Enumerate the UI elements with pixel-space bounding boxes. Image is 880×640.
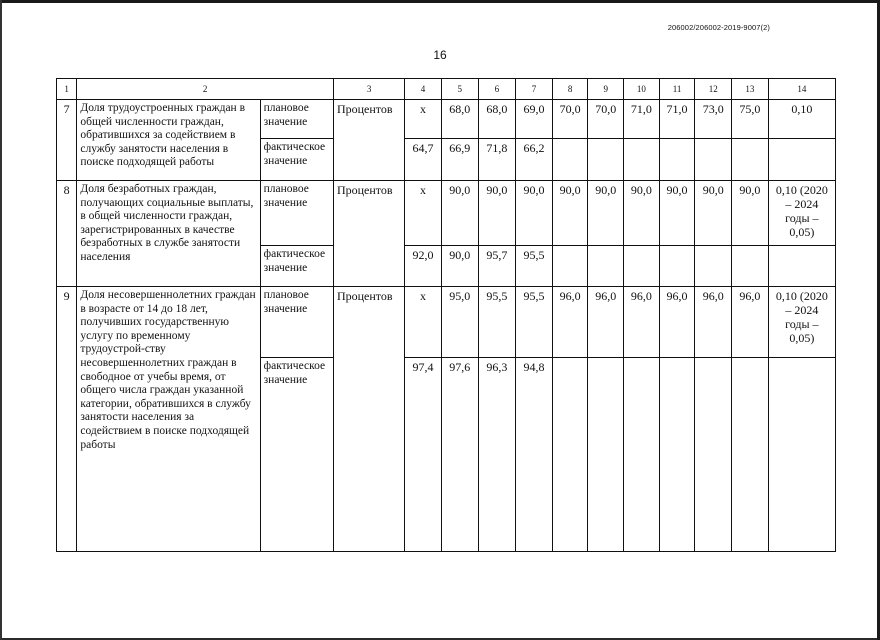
plan-value-cell: 90,0 xyxy=(552,181,588,246)
fact-value-cell xyxy=(588,139,624,181)
header-cell: 14 xyxy=(768,79,835,100)
fact-value-cell xyxy=(552,246,588,287)
plan-value-cell: 96,0 xyxy=(732,287,769,358)
fact-value-cell: 95,5 xyxy=(516,246,553,287)
plan-value-cell: 90,0 xyxy=(695,181,732,246)
indicator-description: Доля несовершеннолетних граждан в возрасте от 14 до 18 лет, получивших государственную услугу по временному трудоустрой-ству несовершеннолетних граждан в свободное от учебы время, от общего числа граждан указанной категории, обратившихся в службу занятости населения за содействием в поиске подходящей работы xyxy=(77,287,260,552)
deviation-cell-empty xyxy=(768,139,835,181)
plan-value-cell: x xyxy=(405,181,442,246)
fact-value-cell: 71,8 xyxy=(478,139,516,181)
row-number: 9 xyxy=(57,287,77,552)
plan-value-cell: x xyxy=(405,100,442,139)
fact-value-cell: 97,4 xyxy=(405,358,442,552)
unit-cell: Процентов xyxy=(333,100,404,181)
fact-value-cell xyxy=(659,139,695,181)
plan-value-cell: 96,0 xyxy=(695,287,732,358)
plan-value-cell: 73,0 xyxy=(695,100,732,139)
plan-value-cell: 90,0 xyxy=(478,181,516,246)
plan-value-cell: 90,0 xyxy=(732,181,769,246)
plan-value-cell: 69,0 xyxy=(516,100,553,139)
plan-label: плановое значение xyxy=(260,287,333,358)
fact-value-cell xyxy=(552,139,588,181)
indicator-description: Доля безработных граждан, получающих социальные выплаты, в общей численности граждан, зарегистрированных в качестве безработных в службе занятости населения xyxy=(77,181,260,287)
plan-value-cell: 75,0 xyxy=(732,100,769,139)
plan-value-cell: x xyxy=(405,287,442,358)
header-cell: 2 xyxy=(77,79,334,100)
plan-value-cell: 90,0 xyxy=(588,181,624,246)
fact-value-cell xyxy=(732,246,769,287)
fact-value-cell: 96,3 xyxy=(478,358,516,552)
unit-cell: Процентов xyxy=(333,181,404,287)
plan-value-cell: 95,5 xyxy=(516,287,553,358)
header-cell: 8 xyxy=(552,79,588,100)
fact-value-cell: 66,9 xyxy=(441,139,478,181)
deviation-cell: 0,10 (2020 – 2024 годы – 0,05) xyxy=(768,181,835,246)
fact-value-cell: 92,0 xyxy=(405,246,442,287)
plan-value-cell: 68,0 xyxy=(441,100,478,139)
document-id: 206002/206002-2019-9007(2) xyxy=(667,23,770,32)
fact-value-cell xyxy=(624,358,660,552)
row-number: 8 xyxy=(57,181,77,287)
fact-value-cell: 64,7 xyxy=(405,139,442,181)
page-number: 16 xyxy=(433,48,447,62)
fact-value-cell xyxy=(695,358,732,552)
table-row-plan xyxy=(57,181,836,246)
table-row-plan xyxy=(57,287,836,358)
fact-label: фактическое значение xyxy=(260,139,333,181)
plan-value-cell: 90,0 xyxy=(624,181,660,246)
plan-value-cell: 96,0 xyxy=(659,287,695,358)
header-cell: 4 xyxy=(405,79,442,100)
plan-value-cell: 70,0 xyxy=(588,100,624,139)
plan-value-cell: 68,0 xyxy=(478,100,516,139)
header-cell: 12 xyxy=(695,79,732,100)
scan-top-edge xyxy=(0,0,880,3)
fact-value-cell xyxy=(588,358,624,552)
fact-value-cell xyxy=(659,246,695,287)
header-cell: 13 xyxy=(732,79,769,100)
scan-left-edge xyxy=(0,0,2,640)
header-cell: 5 xyxy=(441,79,478,100)
fact-value-cell: 94,8 xyxy=(516,358,553,552)
fact-value-cell xyxy=(552,358,588,552)
unit-cell: Процентов xyxy=(333,287,404,552)
fact-value-cell: 97,6 xyxy=(441,358,478,552)
fact-value-cell xyxy=(588,246,624,287)
plan-value-cell: 70,0 xyxy=(552,100,588,139)
deviation-cell-empty xyxy=(768,358,835,552)
plan-value-cell: 90,0 xyxy=(516,181,553,246)
fact-value-cell: 66,2 xyxy=(516,139,553,181)
fact-label: фактическое значение xyxy=(260,246,333,287)
plan-value-cell: 96,0 xyxy=(588,287,624,358)
plan-value-cell: 71,0 xyxy=(659,100,695,139)
header-row xyxy=(57,79,836,100)
indicator-description: Доля трудоустроенных граждан в общей численности граждан, обратившихся за содействием в службу занятости населения в поиске подходящей работы xyxy=(77,100,260,181)
header-cell: 10 xyxy=(624,79,660,100)
fact-value-cell xyxy=(624,246,660,287)
fact-value-cell: 90,0 xyxy=(441,246,478,287)
plan-value-cell: 95,5 xyxy=(478,287,516,358)
fact-value-cell xyxy=(732,139,769,181)
plan-label: плановое значение xyxy=(260,181,333,246)
deviation-cell: 0,10 xyxy=(768,100,835,139)
fact-value-cell: 95,7 xyxy=(478,246,516,287)
header-cell: 3 xyxy=(333,79,404,100)
indicators-table xyxy=(56,78,836,552)
fact-value-cell xyxy=(624,139,660,181)
fact-value-cell xyxy=(695,139,732,181)
plan-value-cell: 96,0 xyxy=(624,287,660,358)
header-cell: 7 xyxy=(516,79,553,100)
header-cell: 11 xyxy=(659,79,695,100)
header-cell: 1 xyxy=(57,79,77,100)
plan-value-cell: 90,0 xyxy=(659,181,695,246)
plan-value-cell: 96,0 xyxy=(552,287,588,358)
fact-value-cell xyxy=(659,358,695,552)
plan-label: плановое значение xyxy=(260,100,333,139)
deviation-cell-empty xyxy=(768,246,835,287)
fact-value-cell xyxy=(695,246,732,287)
plan-value-cell: 71,0 xyxy=(624,100,660,139)
plan-value-cell: 95,0 xyxy=(441,287,478,358)
fact-value-cell xyxy=(732,358,769,552)
plan-value-cell: 90,0 xyxy=(441,181,478,246)
deviation-cell: 0,10 (2020 – 2024 годы – 0,05) xyxy=(768,287,835,358)
table-row-plan xyxy=(57,100,836,139)
row-number: 7 xyxy=(57,100,77,181)
header-cell: 6 xyxy=(478,79,516,100)
fact-label: фактическое значение xyxy=(260,358,333,552)
header-cell: 9 xyxy=(588,79,624,100)
